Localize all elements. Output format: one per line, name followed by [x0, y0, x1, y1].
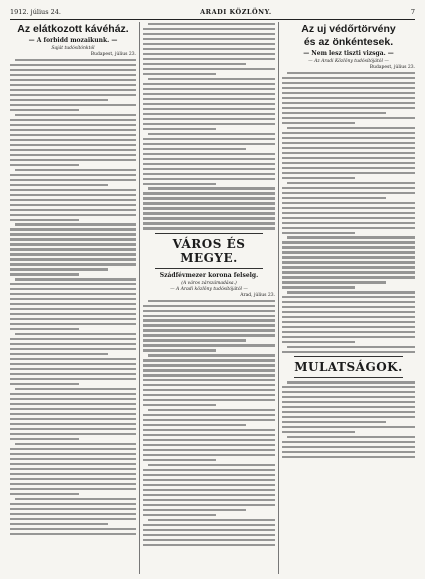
text-line: [10, 109, 79, 111]
text-line: [143, 53, 275, 55]
section-headline: VÁROS ÉS MEGYE.: [172, 236, 246, 265]
text-line: [143, 424, 246, 426]
text-line: [282, 331, 415, 333]
text-line: [15, 333, 136, 335]
text-line: [148, 23, 275, 25]
text-line: [10, 378, 136, 380]
text-line: [282, 142, 415, 144]
text-line: [282, 177, 355, 179]
text-line: [10, 139, 136, 141]
text-line: [10, 154, 136, 156]
text-line: [282, 87, 415, 89]
text-line: [287, 346, 415, 348]
article-subhead: Szádfévmezer korona felselg.: [159, 271, 259, 279]
text-line: [282, 391, 415, 393]
text-line: [15, 498, 136, 500]
text-line: [10, 483, 136, 485]
text-line: [10, 453, 136, 455]
text-line: [10, 243, 136, 245]
text-line: [143, 404, 216, 406]
text-line: [10, 129, 136, 131]
text-line: [143, 459, 216, 461]
text-line: [143, 399, 275, 401]
text-line: [143, 227, 275, 229]
text-line: [10, 478, 136, 480]
text-line: [10, 248, 136, 250]
text-line: [282, 306, 415, 308]
text-line: [143, 524, 275, 526]
article-body-text: [143, 300, 275, 546]
text-line: [10, 328, 79, 330]
text-line: [282, 416, 415, 418]
text-line: [143, 529, 275, 531]
text-line: [282, 446, 415, 448]
text-line: [143, 469, 275, 471]
text-line: [143, 197, 275, 199]
text-line: [143, 499, 275, 501]
text-line: [10, 458, 136, 460]
article-byline: — A Aradi közlöny tudósítójától —: [170, 286, 248, 292]
text-line: [10, 508, 136, 510]
text-line: [282, 241, 415, 243]
text-line: [10, 204, 136, 206]
text-line: [143, 419, 275, 421]
issue-date: 1912. július 24.: [10, 8, 61, 16]
text-line: [10, 263, 136, 265]
text-line: [143, 108, 275, 110]
text-line: [282, 441, 415, 443]
article-headline: Az uj védőrtörvény: [301, 23, 396, 35]
text-line: [148, 187, 275, 189]
text-line: [282, 132, 415, 134]
text-line: [143, 202, 275, 204]
text-line: [10, 199, 136, 201]
text-line: [282, 351, 415, 353]
text-line: [10, 408, 136, 410]
text-line: [10, 373, 136, 375]
text-line: [10, 84, 136, 86]
text-line: [10, 438, 79, 440]
text-line: [143, 429, 275, 431]
text-line: [143, 479, 275, 481]
text-line: [10, 428, 136, 430]
text-line: [10, 308, 136, 310]
text-line: [10, 233, 136, 235]
text-line: [10, 413, 136, 415]
article-byline: Saját tudósítónktól: [51, 46, 95, 51]
text-line: [287, 236, 415, 238]
text-line: [282, 411, 415, 413]
text-line: [10, 368, 136, 370]
header-rule: [10, 19, 415, 20]
text-line: [143, 178, 275, 180]
text-line: [10, 403, 136, 405]
text-line: [143, 222, 275, 224]
text-line: [10, 303, 136, 305]
text-line: [10, 298, 136, 300]
text-line: [143, 484, 275, 486]
text-line: [282, 336, 415, 338]
text-line: [10, 493, 79, 495]
text-line: [15, 59, 136, 61]
section-rule: [155, 268, 263, 269]
text-line: [143, 123, 275, 125]
text-line: [143, 103, 275, 105]
text-line: [10, 523, 108, 525]
text-line: [282, 246, 415, 248]
text-line: [287, 291, 415, 293]
text-line: [10, 448, 136, 450]
text-line: [10, 293, 136, 295]
text-line: [10, 124, 136, 126]
text-line: [143, 514, 216, 516]
text-line: [143, 474, 275, 476]
column-2: [143, 22, 275, 549]
text-line: [282, 222, 415, 224]
text-line: [282, 197, 386, 199]
text-line: [282, 192, 415, 194]
text-line: [282, 232, 355, 234]
text-line: [10, 134, 136, 136]
text-line: [282, 92, 415, 94]
text-line: [10, 214, 136, 216]
text-line: [282, 286, 355, 288]
article-dateline: Budapest, július 23.: [90, 52, 136, 57]
text-line: [143, 315, 275, 317]
text-line: [10, 238, 136, 240]
article-byline: (A város zárszámadása.): [181, 280, 237, 286]
text-line: [143, 128, 216, 130]
text-line: [143, 349, 216, 351]
text-line: [143, 544, 275, 546]
article-headline: és az önkéntesek.: [303, 36, 394, 48]
text-line: [10, 104, 136, 106]
article-dateline: Arad, július 23.: [240, 292, 275, 298]
text-line: [143, 48, 275, 50]
text-line: [282, 97, 415, 99]
text-line: [143, 212, 275, 214]
text-line: [287, 72, 415, 74]
text-line: [143, 339, 246, 341]
text-line: [10, 164, 79, 166]
text-line: [10, 174, 136, 176]
text-line: [10, 89, 136, 91]
text-line: [282, 296, 415, 298]
text-line: [143, 310, 275, 312]
text-line: [282, 147, 415, 149]
text-line: [143, 374, 275, 376]
text-line: [148, 409, 275, 411]
text-line: [282, 157, 415, 159]
text-line: [282, 326, 415, 328]
text-line: [10, 149, 136, 151]
text-line: [282, 152, 415, 154]
text-line: [143, 73, 216, 75]
text-line: [282, 167, 415, 169]
text-line: [10, 159, 136, 161]
text-line: [282, 172, 415, 174]
text-line: [15, 169, 136, 171]
text-line: [10, 99, 108, 101]
text-line: [143, 504, 275, 506]
text-line: [10, 318, 136, 320]
text-line: [143, 359, 275, 361]
text-line: [143, 494, 275, 496]
text-line: [10, 69, 136, 71]
text-line: [10, 398, 136, 400]
text-line: [10, 258, 136, 260]
page-number: 7: [410, 8, 415, 16]
text-line: [143, 389, 275, 391]
text-line: [143, 305, 275, 307]
text-line: [282, 256, 415, 258]
text-line: [15, 443, 136, 445]
text-line: [148, 78, 275, 80]
text-line: [15, 114, 136, 116]
text-line: [10, 503, 136, 505]
text-line: [282, 137, 415, 139]
text-line: [10, 64, 136, 66]
article-body-text: [143, 23, 275, 230]
text-line: [282, 77, 415, 79]
text-line: [282, 202, 415, 204]
text-line: [143, 173, 275, 175]
text-line: [282, 207, 415, 209]
text-line: [10, 533, 136, 535]
text-line: [143, 454, 275, 456]
text-line: [10, 179, 136, 181]
text-line: [10, 363, 136, 365]
text-line: [10, 338, 136, 340]
text-line: [282, 261, 415, 263]
section-rule: [294, 356, 403, 357]
text-line: [143, 183, 216, 185]
text-line: [10, 194, 136, 196]
text-line: [282, 266, 415, 268]
text-line: [282, 281, 386, 283]
column-1: [10, 22, 136, 538]
text-line: [282, 227, 415, 229]
column-3: [282, 22, 415, 461]
text-line: [143, 414, 275, 416]
text-line: [282, 251, 415, 253]
text-line: [143, 319, 275, 321]
text-line: [282, 386, 415, 388]
text-line: [10, 528, 136, 530]
text-line: [282, 401, 415, 403]
text-line: [282, 426, 415, 428]
text-line: [143, 98, 275, 100]
text-line: [143, 379, 275, 381]
text-line: [148, 300, 275, 302]
text-line: [143, 539, 275, 541]
text-line: [143, 153, 275, 155]
text-line: [148, 354, 275, 356]
text-line: [10, 313, 136, 315]
text-line: [143, 534, 275, 536]
text-line: [282, 162, 415, 164]
text-line: [143, 509, 246, 511]
text-line: [10, 94, 136, 96]
text-line: [10, 228, 136, 230]
text-line: [143, 38, 275, 40]
article-subhead: — Nem lesz tiszti vizsga. —: [303, 50, 394, 57]
article-headline: Az elátkozott kávéház.: [17, 23, 129, 35]
text-line: [148, 519, 275, 521]
text-line: [143, 43, 275, 45]
text-line: [10, 353, 108, 355]
article-body-text: [10, 59, 136, 535]
text-line: [10, 358, 136, 360]
text-line: [10, 348, 136, 350]
text-line: [10, 74, 136, 76]
text-line: [10, 518, 136, 520]
text-line: [10, 433, 136, 435]
text-line: [282, 421, 386, 423]
text-line: [148, 464, 275, 466]
text-line: [143, 434, 275, 436]
text-line: [143, 63, 246, 65]
text-line: [10, 119, 136, 121]
text-line: [143, 138, 275, 140]
text-line: [282, 82, 415, 84]
text-line: [282, 301, 415, 303]
text-line: [282, 112, 386, 114]
column-divider: [278, 22, 279, 574]
text-line: [15, 388, 136, 390]
text-line: [143, 207, 275, 209]
text-line: [10, 219, 79, 221]
text-line: [10, 288, 136, 290]
text-line: [287, 381, 415, 383]
text-line: [282, 456, 415, 458]
text-line: [10, 418, 136, 420]
text-line: [282, 217, 415, 219]
text-line: [143, 143, 275, 145]
text-line: [282, 271, 415, 273]
text-line: [287, 182, 415, 184]
text-line: [143, 28, 275, 30]
text-line: [143, 33, 275, 35]
text-line: [143, 217, 275, 219]
page-header: [10, 6, 415, 18]
text-line: [143, 329, 275, 331]
article-dateline: Budapest, július 23.: [369, 65, 415, 70]
text-line: [282, 102, 415, 104]
text-line: [282, 117, 415, 119]
text-line: [143, 439, 275, 441]
text-line: [143, 334, 275, 336]
text-line: [143, 449, 275, 451]
text-line: [143, 489, 275, 491]
text-line: [10, 343, 136, 345]
text-line: [10, 253, 136, 255]
text-line: [15, 278, 136, 280]
text-line: [282, 316, 415, 318]
text-line: [143, 88, 275, 90]
text-line: [10, 184, 108, 186]
text-line: [143, 369, 275, 371]
text-line: [143, 192, 275, 194]
text-line: [282, 396, 415, 398]
text-line: [282, 187, 415, 189]
text-line: [148, 133, 275, 135]
text-line: [143, 444, 275, 446]
text-line: [10, 423, 136, 425]
text-line: [10, 473, 136, 475]
text-line: [10, 488, 136, 490]
column-divider: [139, 22, 140, 574]
text-line: [143, 168, 275, 170]
article-subhead: — A forbidd mozaikunk. —: [28, 37, 118, 44]
text-line: [10, 209, 136, 211]
text-line: [143, 83, 275, 85]
text-line: [10, 383, 79, 385]
text-line: [10, 513, 136, 515]
section-headline: MULATSÁGOK.: [294, 360, 403, 375]
text-line: [287, 127, 415, 129]
section-rule: [155, 233, 263, 234]
section-rule: [294, 377, 403, 378]
text-line: [282, 276, 415, 278]
text-line: [282, 212, 415, 214]
text-line: [15, 223, 136, 225]
text-line: [143, 148, 246, 150]
text-line: [143, 158, 275, 160]
text-line: [282, 122, 355, 124]
text-line: [10, 393, 136, 395]
text-line: [143, 113, 275, 115]
text-line: [10, 144, 136, 146]
text-line: [143, 163, 275, 165]
text-line: [10, 463, 136, 465]
article-byline: — Az Aradi Közlöny tudósítójától —: [308, 59, 389, 64]
text-line: [143, 344, 275, 346]
text-line: [10, 468, 136, 470]
text-line: [10, 268, 108, 270]
text-line: [282, 431, 355, 433]
text-line: [282, 107, 415, 109]
text-line: [282, 321, 415, 323]
article-body-text: [282, 381, 415, 458]
text-line: [287, 436, 415, 438]
text-line: [143, 324, 275, 326]
text-line: [10, 323, 136, 325]
text-line: [282, 451, 415, 453]
text-line: [282, 341, 355, 343]
text-line: [282, 406, 415, 408]
newspaper-title: ARADI KÖZLÖNY.: [200, 8, 272, 16]
text-line: [143, 93, 275, 95]
text-line: [143, 384, 275, 386]
text-line: [143, 118, 275, 120]
text-line: [143, 364, 275, 366]
text-line: [282, 311, 415, 313]
text-line: [143, 394, 275, 396]
text-line: [10, 273, 79, 275]
text-line: [143, 68, 275, 70]
text-line: [10, 283, 136, 285]
text-line: [143, 58, 275, 60]
text-line: [10, 79, 136, 81]
text-line: [10, 189, 136, 191]
article-body-text: [282, 72, 415, 353]
